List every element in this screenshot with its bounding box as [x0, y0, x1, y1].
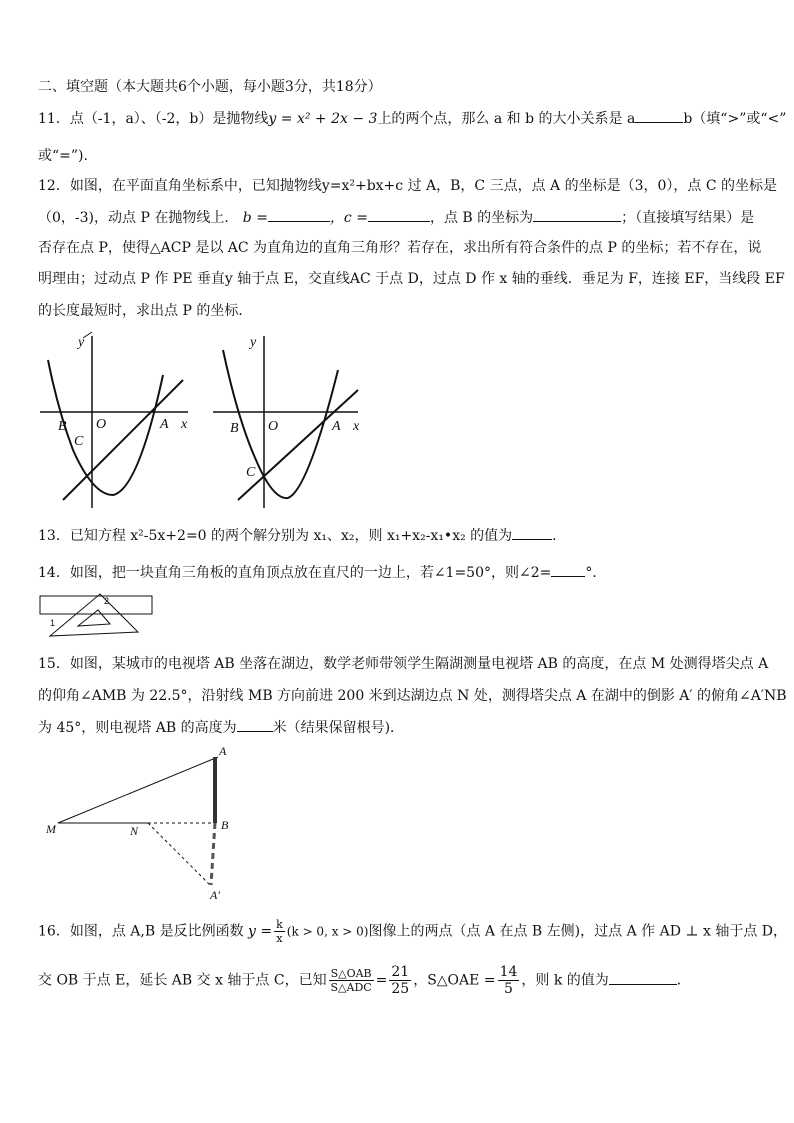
q12-text-a: （0，-3)，动点 P 在抛物线上． — [38, 210, 239, 226]
q16-end: ． — [676, 972, 691, 989]
q12-line2 — [38, 207, 754, 228]
q12-label-B-left: B — [58, 419, 67, 434]
q16-eq: = — [375, 972, 388, 989]
q15-line3 — [38, 717, 404, 738]
q16-formula-num: k — [276, 918, 283, 931]
section-header: 二、填空题（本大题共6个小题，每小题3分，共18分） — [38, 79, 382, 95]
q12-line4: 明理由；过动点 P 作 PE 垂直y 轴于点 E，交直线AC 于点 D，过点 D 作 x 轴的垂线．垂足为 F，连接 EF，当线段 EF — [38, 271, 785, 287]
q16-answer-blank[interactable] — [609, 970, 677, 985]
q12-line1: 12．如图，在平面直角坐标系中，已知抛物线y=x²+bx+c 过 A，B，C 三点，点 A 的坐标是（3，0），点 C 的坐标是 — [38, 178, 778, 194]
q14-angle-2: 2 — [104, 596, 110, 606]
q11-answer-blank[interactable] — [635, 108, 683, 123]
q14-triangle-inner — [78, 610, 110, 626]
q12-label-O-right: O — [268, 419, 279, 434]
q16-formula-lhs: y = — [248, 923, 273, 940]
q12-label-A-left: A — [160, 417, 169, 432]
q12-label-B-right: B — [230, 421, 239, 436]
q12-label-x-right: x — [353, 419, 360, 434]
q13-answer-blank[interactable] — [512, 525, 552, 540]
q16-text-c: 交 OB 于点 E，延长 AB 交 x 轴于点 C，已知 — [38, 972, 327, 989]
q16-ratio-den: S△ADC — [330, 981, 372, 994]
q12-line-right — [238, 390, 358, 500]
q12-figures — [38, 330, 378, 510]
q14-figure — [38, 592, 158, 640]
q12-line5: 的长度最短时，求出点 P 的坐标． — [38, 303, 253, 319]
q16-line1 — [38, 918, 787, 945]
q15-label-B: B — [221, 818, 229, 832]
q12-label-C-right: C — [246, 465, 256, 480]
q12-label-y-left: y — [78, 335, 85, 350]
q13-text: 13．已知方程 x²-5x+2=0 的两个解分别为 x₁、x₂，则 x₁+x₂-x₁•x₂ 的值为 — [38, 528, 513, 544]
q14-answer-blank[interactable] — [551, 562, 585, 577]
q15-line2: 的仰角∠AMB 为 22.5°，沿射线 MB 方向前进 200 米到达湖边点 N 处，测得塔尖点 A 在湖中的倒影 A′ 的俯角∠A′NB — [38, 688, 787, 704]
q14-line — [38, 562, 606, 583]
q15-line1: 15．如图，某城市的电视塔 AB 坐落在湖边，数学老师带领学生隔湖测量电视塔 AB 的高度，在点 M 处测得塔尖点 A — [38, 656, 769, 672]
q15-label-A: A — [219, 745, 227, 758]
q16-s-den: 5 — [504, 981, 513, 997]
q11-formula: y = x² + 2x − 3 — [268, 111, 378, 127]
q16-text-a: 16．如图，点 A,B 是反比例函数 — [38, 923, 244, 940]
q12-b-blank[interactable] — [268, 207, 330, 222]
q16-formula-frac — [274, 918, 285, 945]
q11-text-c: b（填“>”或“<” — [683, 111, 787, 127]
q15-text-b: 米（结果保留根号)． — [272, 720, 405, 736]
q15-label-A-prime: A′ — [210, 888, 220, 902]
q16-text-b: 图像上的两点（点 A 在点 B 左侧)，过点 A 作 AD ⊥ x 轴于点 D， — [368, 923, 788, 940]
q11-text-b: 上的两个点，那么 a 和 b 的大小关系是 a — [377, 111, 636, 127]
q16-text-d: ，S△OAE = — [413, 972, 496, 989]
q14-end: °． — [585, 565, 607, 581]
q15-line-NA-prime — [148, 823, 210, 885]
q13-end: ． — [552, 528, 567, 544]
q12-c-blank[interactable] — [368, 207, 430, 222]
q11-line2: 或“=”). — [38, 148, 88, 164]
q16-value-frac — [389, 964, 411, 997]
q12-b-label: b = — [242, 210, 268, 226]
q14-angle-1: 1 — [50, 618, 56, 628]
q16-ratio-frac — [329, 967, 374, 994]
q15-answer-blank[interactable] — [237, 717, 273, 732]
q16-value-den: 25 — [391, 981, 410, 997]
q16-text-e: ，则 k 的值为 — [521, 972, 609, 989]
q15-text-a: 为 45°，则电视塔 AB 的高度为 — [38, 720, 237, 736]
q12-B-blank[interactable] — [533, 207, 621, 222]
q14-text: 14．如图，把一块直角三角板的直角顶点放在直尺的一边上，若∠1=50°，则∠2= — [38, 565, 552, 581]
q12-label-O-left: O — [96, 417, 107, 432]
q13-line — [38, 525, 566, 546]
q16-s-num: 14 — [499, 964, 518, 980]
q15-label-N: N — [130, 824, 139, 838]
q12-text-c: ；（直接填写结果）是 — [621, 210, 755, 226]
q12-line3: 否存在点 P，使得△ACP 是以 AC 为直角边的直角三角形？若存在，求出所有符合条件的点 P 的坐标；若不存在，说 — [38, 240, 762, 256]
q12-label-C-left: C — [74, 434, 84, 449]
q16-line2 — [38, 964, 691, 997]
q14-triangle-outer — [50, 594, 138, 636]
q16-formula-den: x — [276, 932, 283, 945]
q16-ratio-num: S△OAB — [330, 967, 372, 980]
q15-tower-reflection — [211, 823, 215, 885]
q16-s-frac — [498, 964, 520, 997]
q12-label-x-left: x — [181, 417, 188, 432]
q15-label-M: M — [46, 822, 56, 836]
q15-figure — [38, 745, 248, 905]
q12-c-label: ，c = — [329, 210, 368, 226]
q16-value-num: 21 — [391, 964, 410, 980]
q11-text-a: 11．点（-1，a）、（-2，b）是抛物线 — [38, 111, 269, 127]
q12-text-b: ，点 B 的坐标为 — [429, 210, 534, 226]
q16-formula-cond: (k > 0, x > 0) — [286, 924, 369, 939]
q12-label-y-right: y — [250, 335, 257, 350]
q12-label-A-right: A — [332, 419, 341, 434]
q15-line-MA — [58, 757, 218, 823]
q11-line1 — [38, 108, 786, 129]
